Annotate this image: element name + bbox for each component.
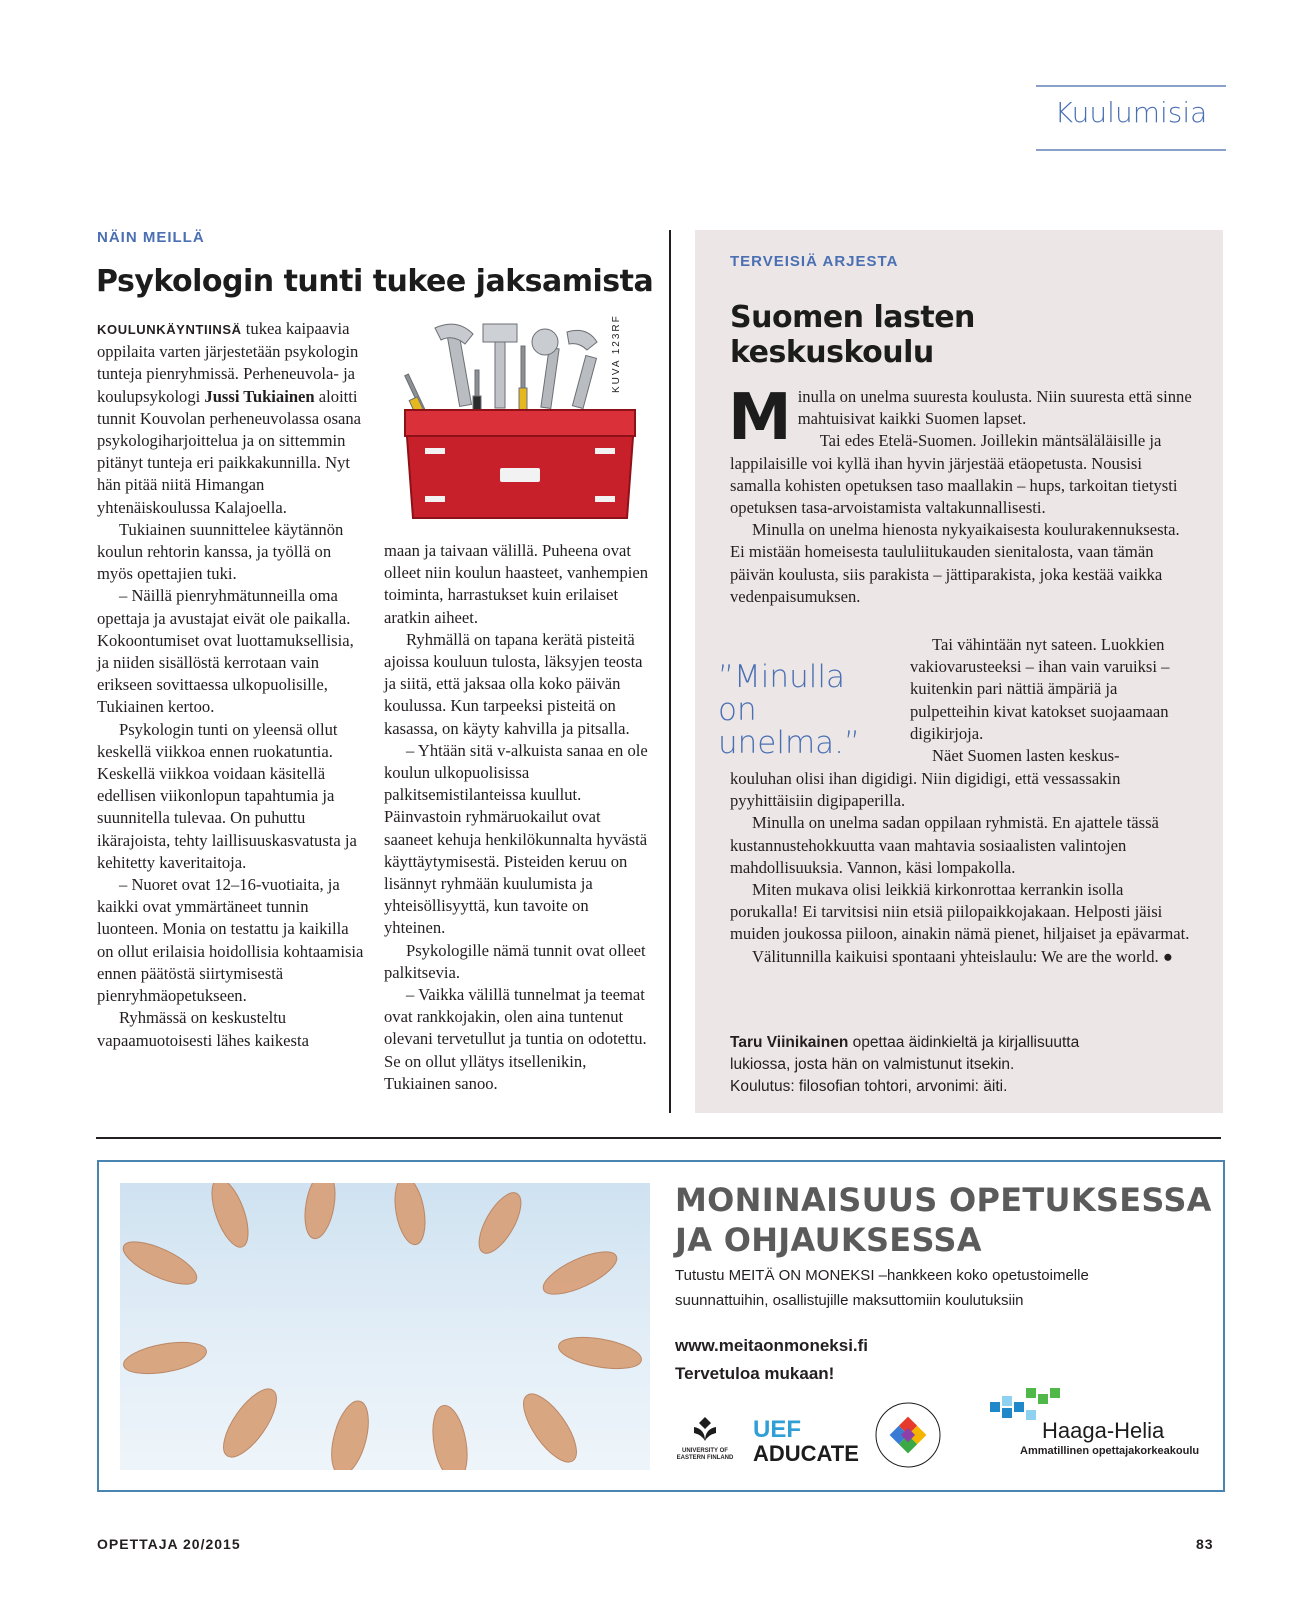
- body-paragraph: maan ja taivaan välillä. Puheena ovat olleet niin koulun haasteet, vanhempien toiminta, harrastukset kuin erilaiset aratkin aiheet.: [384, 541, 649, 627]
- ad-title-line2: JA OHJAUKSESSA: [675, 1221, 982, 1259]
- body-paragraph: Tai edes Etelä-Suomen. Joillekin mäntsäläläisille ja lappilaisille voi kyllä ihan hyvin järjestää etäopetusta. Nousisi samalla kohisten opetuksen taso maallakin – hups, tarkoitan tietysti opetuksen tasa-arvoistamista valtakunnallisesti.: [730, 431, 1178, 518]
- right-headline: [730, 300, 975, 370]
- uef-aducate-line1: UEF: [753, 1416, 801, 1443]
- author-line-2: lukiossa, josta hän on valmistunut itsekin.: [730, 1056, 1015, 1073]
- interviewee-name: Jussi Tukiainen: [204, 386, 315, 406]
- ad-url[interactable]: www.meitaonmoneksi.fi: [675, 1336, 869, 1355]
- left-kicker: NÄIN MEILLÄ: [97, 229, 205, 246]
- toolbox-with-tools-icon: [395, 318, 645, 528]
- body-paragraph: Minulla on unelma hienosta nykyaikaisesta koulurakennuksesta. Ei mistään homeisesta taululiitukauden sienitalosta, vaan tämän päivän koulusta, siis parakista – jättiparakista, joka kestää vaikka vedenpaisumuksen.: [730, 520, 1180, 606]
- section-label: Kuulumisia: [1054, 96, 1208, 129]
- uef-logo: [675, 1415, 735, 1462]
- lead-text: tukea kaipaavia oppilaita varten järjestetään psykologin tunteja pienryhmissä. Perheneuvola- ja koulupsykologi: [97, 319, 359, 406]
- haaga-helia-name: Haaga-Helia: [1042, 1418, 1165, 1443]
- right-body-inset: [910, 634, 1192, 767]
- uef-aducate-logo: [753, 1418, 859, 1466]
- body-paragraph: – Vaikka välillä tunnelmat ja teemat ovat rankkojakin, olen aina tuntenut olevani tervetullut ja tuntia on odotettu. Se on ollut yllätys itsellenikin, Tukiainen sanoo.: [384, 985, 647, 1093]
- author-name: Taru Viinikainen: [730, 1034, 849, 1051]
- body-paragraph: Ryhmällä on tapana kerätä pisteitä ajoissa kouluun tulosta, läksyjen teosta ja siitä, että jaksaa olla koko päivän koulussa. Kun tarpeeksi pisteitä on kasassa, on käyty kahvilla ja pitsalla.: [384, 629, 643, 738]
- opetushallitus-logo: [873, 1400, 943, 1470]
- right-headline-line2: keskuskoulu: [730, 335, 934, 370]
- photo-credit: KUVA 123RF: [611, 314, 622, 393]
- author-bio: [730, 1032, 1200, 1098]
- last-paragraph-text: Välitunnilla kaikuisi spontaani yhteislaulu: We are the world.: [752, 946, 1159, 966]
- section-rule-top: [1036, 85, 1226, 87]
- haaga-helia-logo: [990, 1388, 1200, 1458]
- column-divider: [669, 230, 671, 1113]
- body-paragraph: Psykologille nämä tunnit ovat olleet palkitsevia.: [384, 940, 646, 982]
- right-body-bottom: [730, 768, 1192, 968]
- uef-emblem-icon: [690, 1415, 720, 1443]
- body-paragraph-last: [730, 946, 1192, 968]
- first-paragraph-text: inulla on unelma suuresta koulusta. Niin suuresta että sinne mahtuisivat kaikki Suomen lapset.: [797, 387, 1192, 429]
- author-text: opettaa äidinkieltä ja kirjallisuutta: [848, 1034, 1080, 1051]
- pull-quote: ”Minulla on unelma.”: [718, 659, 861, 761]
- left-headline: Psykologin tunti tukee jaksamista: [96, 264, 654, 299]
- end-mark: ●: [1162, 946, 1173, 966]
- article-bottom-rule: [96, 1137, 1221, 1139]
- uef-small-text: UNIVERSITY OF EASTERN FINLAND: [676, 1448, 734, 1461]
- haaga-helia-subtitle: Ammatillinen opettajakorkeakoulu: [1020, 1445, 1200, 1457]
- uef-aducate-line2: ADUCATE: [753, 1441, 859, 1466]
- section-rule-bottom: [1036, 149, 1226, 151]
- right-body-top: [728, 381, 1192, 608]
- ad-text-line2: suunnattuihin, osallistujille maksuttomiin koulutuksiin: [675, 1292, 1024, 1309]
- left-column-1: [97, 318, 365, 1052]
- ad-welcome: Tervetuloa mukaan!: [675, 1364, 835, 1383]
- lead-text-end: aloitti tunnit Kouvolan perheneuvolassa osana psykologiharjoittelua ja on sittemmin pitänyt tunteja eri paikkakunnilla. Nyt hän pitää niitä Himangan yhtenäiskoulussa Kalajoella.: [97, 386, 362, 517]
- body-paragraph: Tai vähintään nyt sateen. Luokkien vakiovarusteeksi – ihan vain varuiksi – kuitenkin pari nättiä ämpäriä ja pulpetteihin kivat katokset suojaamaan digikirjoja.: [910, 635, 1170, 743]
- footer-issue: OPETTAJA 20/2015: [97, 1536, 241, 1552]
- body-paragraph: – Yhtään sitä v-alkuista sanaa en ole koulun ulkopuolisissa palkitsemistilanteissa kuullut. Päinvastoin ryhmäruokailut ovat saaneet kehuja henkilökunnalta hyvästä käyttäytymisestä. Pisteiden keruu on lisännyt ryhmään kuulumista ja yhteisöllisyyttä, kun tavoite on yhteinen.: [384, 740, 648, 938]
- body-paragraph: Minulla on unelma sadan oppilaan ryhmistä. En ajattele tässä kustannustehokkuutta vaan mahtavia sosiaalisten valintojen mahdollisuuksia. Vannon, käsi lompakolla.: [730, 813, 1159, 877]
- body-paragraph: Psykologin tunti on yleensä ollut keskellä viikkoa ennen ruokatuntia. Keskellä viikkoa voidaan käsitellä edellisen viikonlopun tapahtumia ja suunnitella tulevaa. On puhuttu ikärajoista, tehty laillisuuskasvatusta ja kehitetty kaveritaitoja.: [97, 719, 357, 872]
- body-paragraph: – Nuoret ovat 12–16-vuotiaita, ja kaikki ovat ymmärtäneet tunnin luonteen. Monia on testattu ja kaikilla on ollut erilaisia hoidollisia kohtaamisia ennen päätöstä siirtymisestä pienryhmäopetukseen.: [97, 875, 364, 1006]
- lead-in: KOULUNKÄYNTIINSÄ: [97, 322, 242, 337]
- page-number: 83: [1196, 1536, 1214, 1552]
- body-paragraph: Näet Suomen lasten keskus-: [932, 746, 1120, 766]
- ad-description: [675, 1263, 1089, 1313]
- ad-text-line1: Tutustu MEITÄ ON MONEKSI –hankkeen koko opetustoimelle: [675, 1267, 1089, 1284]
- left-column-2: [384, 540, 652, 1095]
- body-paragraph: – Näillä pienryhmätunneilla oma opettaja ja avustajat eivät ole paikalla. Kokoontumiset ovat luottamuksellisia, ja niiden sisällöstä kerrotaan vain erikseen sovittaessa ulkopuolisille, Tukiainen kertoo.: [97, 586, 354, 717]
- ad-title-line1: MONINAISUUS OPETUKSESSA: [675, 1181, 1212, 1219]
- circle-of-hands-photo: [120, 1183, 650, 1470]
- right-kicker: TERVEISIÄ ARJESTA: [730, 253, 899, 270]
- drop-cap: M: [728, 381, 792, 455]
- author-line-3: Koulutus: filosofian tohtori, arvonimi: äiti.: [730, 1078, 1008, 1095]
- body-paragraph: kouluhan olisi ihan digidigi. Niin digidigi, että vessassakin pyyhittäisiin digipaperilla.: [730, 769, 1121, 811]
- body-paragraph: Ryhmässä on keskusteltu vapaamuotoisesti lähes kaikesta: [97, 1008, 309, 1050]
- right-headline-line1: Suomen lasten: [730, 300, 975, 335]
- left-paragraph-lead: [97, 318, 365, 519]
- body-paragraph: Miten mukava olisi leikkiä kirkonrottaa kerrankin isolla porukalla! Ei tarvitsisi niin etsiä piilopaikkojakaan. Helposti jäisi muiden joukossa piiloon, ainakin nämä pienet, hiljaiset ja epävarmat.: [730, 880, 1190, 944]
- body-paragraph-first: [728, 381, 1192, 455]
- author-line-1: [730, 1032, 1200, 1054]
- body-paragraph: Tukiainen suunnittelee käytännön koulun rehtorin kanssa, ja työllä on myös opettajien tuki.: [97, 519, 344, 584]
- ad-title: [675, 1180, 1212, 1260]
